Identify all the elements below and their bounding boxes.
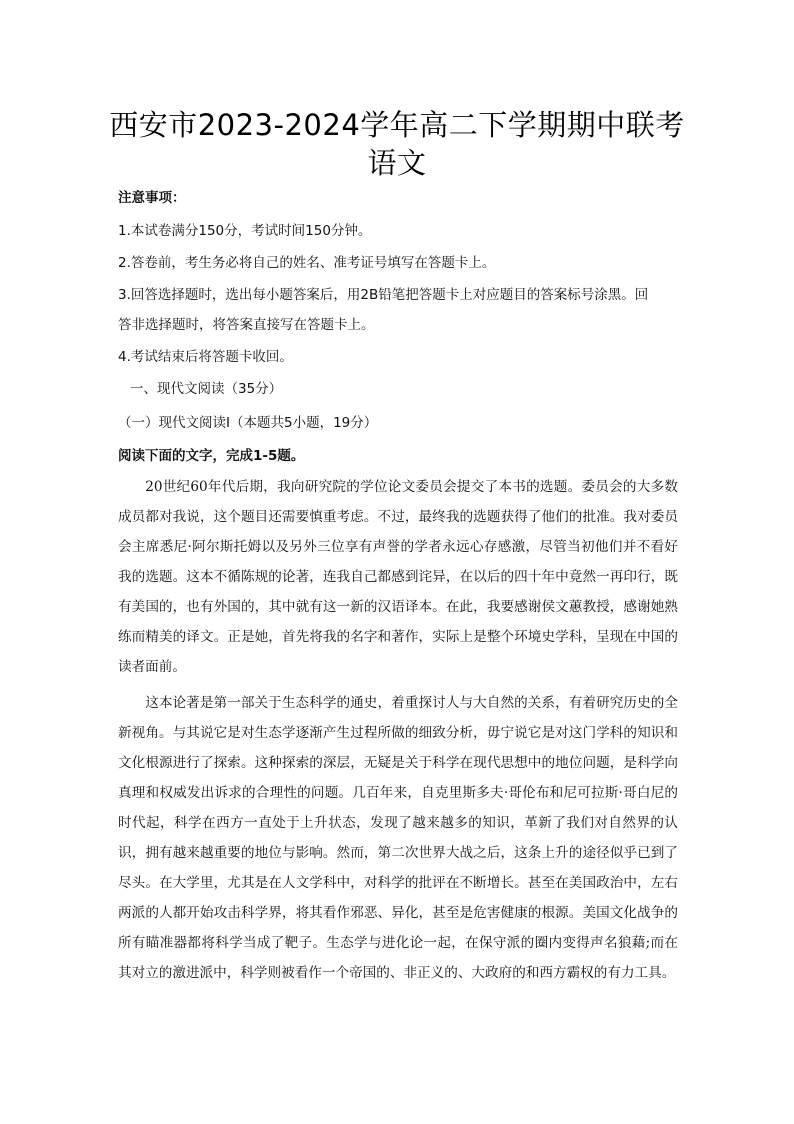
notice-item: 3.回答选择题时，选出每小题答案后，用2B铅笔把答题卡上对应题目的答案标号涂黑。回 — [118, 287, 649, 303]
subject-title: 语文 — [367, 146, 427, 180]
passage-paragraph: 这本论著是第一部关于生态科学的通史，着重探讨人与大自然的关系，有着研究历史的全新视角。与其说它是对生态学逐渐产生过程所做的细致分析，毋宁说它是对这门学科的知识和文化根源进行了探索。这种探索的深层，无疑是关于科学在现代思想中的地位问题，是科学向真理和权威发出诉求的合理性的问题。几百年来，自克里斯多夫·哥伦布和尼可拉斯·哥白尼的时代起，科学在西方一直处于上升状态，发现了越来越多的知识，革新了我们对自然界的认识，拥有越来越重要的地位与影响。然而，第二次世界大战之后，这条上升的途径似乎已到了尽头。在大学里，尤其是在人文学科中，对科学的批评在不断增长。甚至在美国政治中，左右两派的人都开始攻击科学界，将其看作邪恶、异化，甚至是危害健康的根源。美国文化战争的所有瞄准器都将科学当成了靶子。生态学与进化论一起，在保守派的圈内变得声名狼藉;而在其对立的激进派中，科学则被看作一个帝国的、非正义的、大政府的和西方霸权的有力工具。 — [118, 695, 678, 981]
notice-item: 答非选择题时，将答案直接写在答题卡上。 — [118, 317, 375, 333]
notice-heading: 注意事项： — [118, 190, 186, 206]
notice-item: 1.本试卷满分150分，考试时间150分钟。 — [118, 223, 372, 239]
passage-paragraph: 20世纪60年代后期，我向研究院的学位论文委员会提交了本书的选题。委员会的大多数成员都对我说，这个题目还需要慎重考虑。不过，最终我的选题获得了他们的批准。我对委员会主席悉尼·阿尔斯托姆以及另外三位享有声誉的学者永远心存感激，尽管当初他们并不看好我的选题。这本不循陈规的论著，连我自己都感到诧异，在以后的四十年中竟然一再印行，既有美国的，也有外国的，其中就有这一新的汉语译本。在此，我要感谢侯文蕙教授，感谢她熟练而精美的译文。正是她，首先将我的名字和著作，实际上是整个环境史学科，呈现在中国的读者面前。 — [118, 479, 678, 675]
reading-instruction: 阅读下面的文字，完成1-5题。 — [118, 448, 305, 464]
exam-title: 西安市2023-2024学年高二下学期期中联考 — [109, 108, 685, 142]
subsection-heading: （一）现代文阅读Ⅰ（本题共5小题，19分） — [118, 415, 378, 431]
notice-item: 2.答卷前，考生务必将自己的姓名、准考证号填写在答题卡上。 — [118, 255, 496, 271]
notice-item: 4.考试结束后将答题卡收回。 — [118, 349, 293, 365]
section-heading: 一、现代文阅读（35分） — [130, 381, 283, 397]
